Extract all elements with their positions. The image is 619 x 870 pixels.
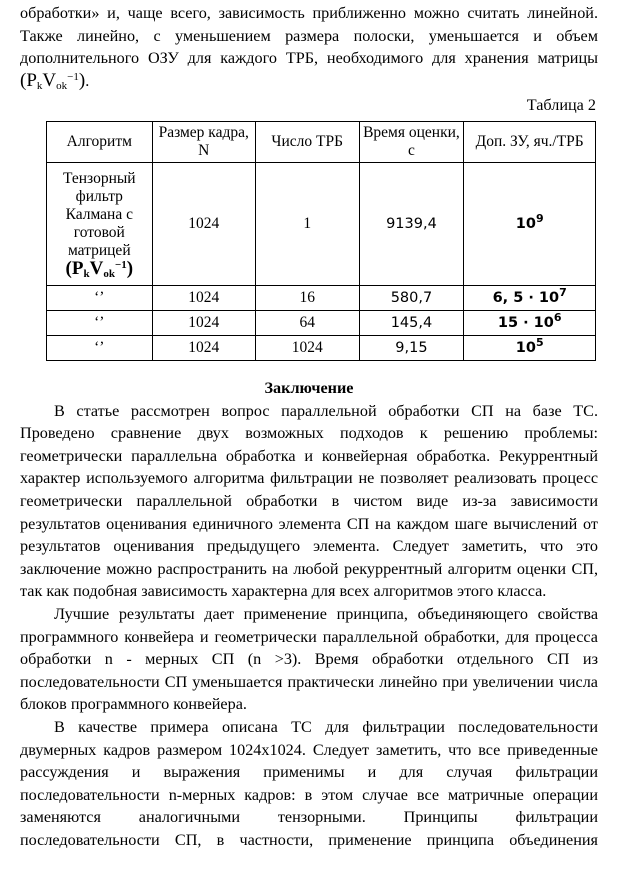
- cell-algorithm: ‘’: [47, 311, 153, 336]
- algorithm-formula: $(P_kV_{ok}^{-1})$: [65, 257, 134, 280]
- table-row: [47, 311, 596, 336]
- intro-line-3: дополнительного ОЗУ для каждого ТРБ, необходимого для хранения матрицы: [20, 49, 598, 68]
- cell-memory: $10^5$: [464, 336, 596, 361]
- cell-time: 145,4: [359, 311, 464, 336]
- table-header-row: [47, 122, 596, 163]
- header-extra-memory: Доп. ЗУ, яч./ТРБ: [464, 122, 596, 163]
- cell-size: 1024: [152, 163, 255, 286]
- cell-time: 9139,4: [359, 163, 464, 286]
- intro-formula-line: [20, 70, 598, 93]
- algorithm-name: Тензорный фильтр Калмана с готовой матрицей: [62, 169, 136, 259]
- cell-size: 1024: [152, 311, 255, 336]
- cell-time: 9,15: [359, 336, 464, 361]
- matrix-formula: $(P_kV_{ok}^{-1})$: [20, 69, 86, 92]
- results-table: [46, 121, 596, 361]
- intro-line-1: обработки» и, чаще всего, зависимость приближенно можно считать линейной.: [20, 4, 598, 22]
- conclusion-paragraph-1: В статье рассмотрен вопрос параллельной обработки СП на базе ТС. Проведено сравнение двух возможных подходов к решению проблемы: геометрически параллельна обработка и конвейерная обработка. Рекуррентный характер используемого алгоритма фильтрации не позволяет реализовать процесс геометрически параллельной обработки в чистом виде из-за зависимости результатов оценивания единичного элемента СП на каждом шаге вычислений от результатов оценивания предыдущего элемента. Следует заметить, что это заключение можно распространить на любой рекуррентный алгоритм оценки СП, так как подобная зависимость характерна для всех алгоритмов этого класса.: [20, 401, 598, 601]
- cell-algorithm: [47, 163, 153, 286]
- cell-time: 580,7: [359, 286, 464, 311]
- table-row: [47, 336, 596, 361]
- header-frame-size: Размер кадра, N: [152, 122, 255, 163]
- conclusion-section: [20, 377, 598, 851]
- cell-trb: 16: [255, 286, 359, 311]
- cell-algorithm: ‘’: [47, 286, 153, 311]
- cell-trb: 64: [255, 311, 359, 336]
- header-trb-count: Число ТРБ: [255, 122, 359, 163]
- conclusion-paragraph-2: Лучшие результаты дает применение принципа, объединяющего свойства программного конвейера и геометрически параллельной обработки, для процесса обработки n - мерных СП (n >3). Время обработки отдельного СП из последовательности СП уменьшается практически линейно при увеличении числа блоков программного конвейера.: [20, 604, 598, 714]
- intro-line-2: Также линейно, с уменьшением размера полоски, уменьшается и объем: [20, 26, 598, 45]
- formula-suffix: .: [85, 71, 90, 90]
- conclusion-heading: Заключение: [264, 379, 354, 397]
- table-label: Таблица 2: [526, 96, 596, 115]
- cell-memory: $10^9$: [464, 163, 596, 286]
- cell-memory: 6, $5 \cdot 10^7$: [464, 286, 596, 311]
- cell-algorithm: ‘’: [47, 336, 153, 361]
- cell-trb: 1: [255, 163, 359, 286]
- cell-memory: $15 \cdot 10^6$: [464, 311, 596, 336]
- cell-trb: 1024: [255, 336, 359, 361]
- cell-size: 1024: [152, 286, 255, 311]
- cell-size: 1024: [152, 336, 255, 361]
- intro-block: [20, 2, 598, 116]
- header-algorithm: Алгоритм: [47, 122, 153, 163]
- table-row: [47, 286, 596, 311]
- header-estimation-time: Время оценки, с: [359, 122, 464, 163]
- conclusion-paragraph-3: В качестве примера описана ТС для фильтрации последовательности двумерных кадров размером 1024х1024. Следует заметить, что все приведенные рассуждения и выражения применимы и для случая фильтрации последовательности n-мерных кадров: в этом случае все матричные операции заменяются аналогичными тензорными. Принципы фильтрации последовательности СП, в частности, применение принципа объединения: [20, 717, 598, 849]
- table-row: [47, 163, 596, 286]
